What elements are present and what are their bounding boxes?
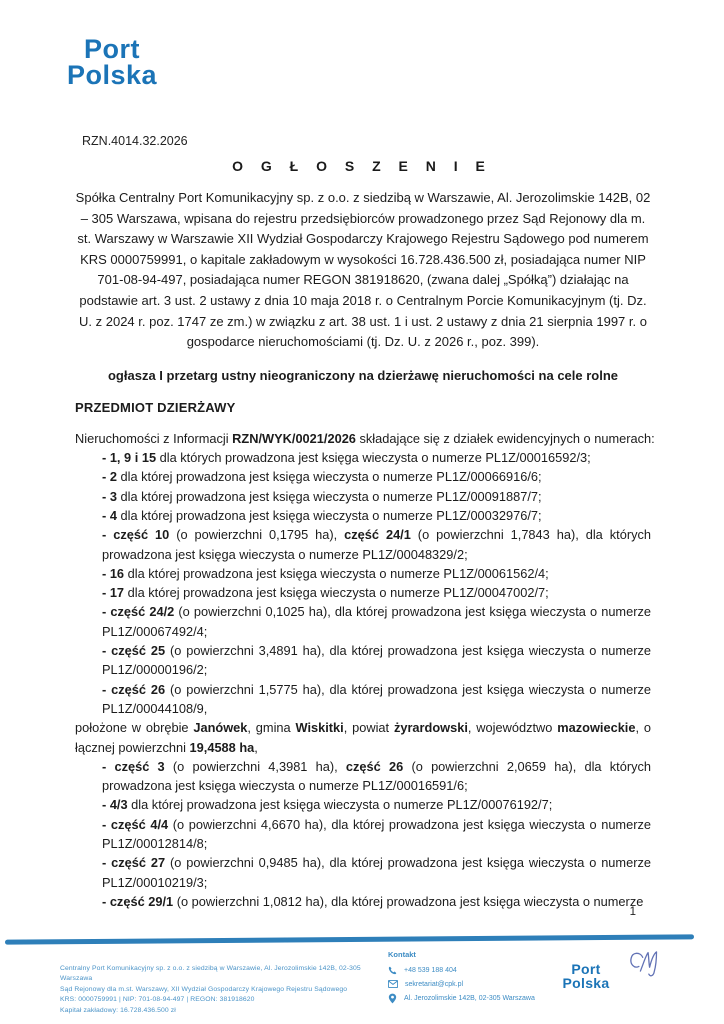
contact-phone-row xyxy=(388,966,563,975)
tender-announcement-line: ogłasza I przetarg ustny nieograniczony na dzierżawę nieruchomości na cele rolne xyxy=(107,367,619,383)
parcel-list-item: - 17 dla której prowadzona jest księga wieczysta o numerze PL1Z/00047002/7; xyxy=(102,585,549,601)
parcel-list-item: - 4 dla której prowadzona jest księga wieczysta o numerze PL1Z/00032976/7; xyxy=(102,507,542,523)
contact-email-row xyxy=(388,980,563,988)
body-paragraph: położone w obrębie Janówek, gmina Wiskitki, powiat żyrardowski, województwo mazowieckie, o łącznej powierzchni 19,4588 ha, xyxy=(75,720,651,755)
parcel-list-item: - 16 dla której prowadzona jest księga wieczysta o numerze PL1Z/00061562/4; xyxy=(102,565,549,581)
contact-address: Al. Jerozolimskie 142B, 02-305 Warszawa xyxy=(404,995,535,1002)
footer-company-info xyxy=(60,964,390,1016)
port-polska-logo xyxy=(60,36,164,88)
parcel-list-item: - część 29/1 (o powierzchni 1,0812 ha), dla której prowadzona jest księga wieczysta o numerze xyxy=(102,893,644,909)
section-heading-przedmiot-dzierzawy: PRZEDMIOT DZIERŻAWY xyxy=(75,399,236,415)
body-paragraph: Nieruchomości z Informacji RZN/WYK/0021/2026 składające się z działek ewidencyjnych o numerach: xyxy=(75,430,655,446)
phone-icon xyxy=(388,966,397,975)
contact-address-row xyxy=(388,993,563,1004)
document-title: O G Ł O S Z E N I E xyxy=(232,158,492,174)
parcel-list-item: - 3 dla której prowadzona jest księga wieczysta o numerze PL1Z/00091887/7; xyxy=(102,488,542,504)
footer-divider xyxy=(5,934,694,944)
footer-company-line: KRS: 0000759991 | NIP: 701-08-94-497 | REGON: 381918620 xyxy=(60,996,255,1004)
page-number: 1 xyxy=(629,906,636,918)
footer-company-line: Sąd Rejonowy dla m.st. Warszawy, XII Wydział Gospodarczy Krajowego Rejestru Sądowego xyxy=(60,985,348,993)
parcel-list-item: - część 26 (o powierzchni 1,5775 ha), dla której prowadzona jest księga wieczysta o numerze PL1Z/00044108/9, xyxy=(102,681,651,716)
parcel-list-item: - 1, 9 i 15 dla których prowadzona jest księga wieczysta o numerze PL1Z/00016592/3; xyxy=(102,450,591,466)
parcel-list-item: - część 25 (o powierzchni 3,4891 ha), dla której prowadzona jest księga wieczysta o numerze PL1Z/00000196/2; xyxy=(102,643,651,678)
footer-company-line: Centralny Port Komunikacyjny sp. z o.o. z siedzibą w Warszawie, Al. Jerozolimskie 142B, 02-305 Warszawa xyxy=(60,965,361,983)
contact-heading: Kontakt xyxy=(388,950,416,959)
signature xyxy=(622,945,668,996)
email-icon xyxy=(388,980,398,988)
intro-paragraph: Spółka Centralny Port Komunikacyjny sp. z o.o. z siedzibą w Warszawie, Al. Jerozolimskie 142B, 02 – 305 Warszawa, wpisana do rejestru przedsiębiorców prowadzonego przez Sąd Rejonowy dla m. st. Warszawy w Warszawie XII Wydział Gospodarczy Krajowego Rejestru Sądowego pod numerem KRS 0000759991, o kapitale zakładowym w wysokości 16.728.436.500 zł, posiadająca numer NIP 701-08-94-497, posiadająca numer REGON 381918620, (zwana dalej „Spółką”) działając na podstawie art. 3 ust. 2 ustawy z dnia 10 maja 2018 r. o Centralnym Porcie Komunikacyjnym (tj. Dz. U. z 2024 r. poz. 1747 ze zm.) w związku z art. 38 ust. 1 i ust. 2 ustawy z dnia 21 sierpnia 1997 r. o gospodarce nieruchomościami (tj. Dz. U. z 2026 r., poz. 399). xyxy=(75,190,651,350)
logo-line-2: Polska xyxy=(66,60,158,90)
parcel-list-item: - część 24/2 (o powierzchni 0,1025 ha), dla której prowadzona jest księga wieczysta o numerze PL1Z/00067492/4; xyxy=(102,604,651,639)
location-icon xyxy=(388,993,397,1004)
signature-icon xyxy=(622,945,668,991)
footer-contact xyxy=(388,950,563,1009)
contact-email: sekretariat@cpk.pl xyxy=(405,980,464,988)
parcel-list-item: - część 27 (o powierzchni 0,9485 ha), dla której prowadzona jest księga wieczysta o numerze PL1Z/00010219/3; xyxy=(102,855,651,890)
document-body xyxy=(75,188,655,911)
footer-company-line: Kapitał zakładowy: 16.728.436.500 zł xyxy=(60,1006,176,1014)
footer-logo-line-2: Polska xyxy=(562,974,610,991)
parcel-list-item: - część 3 (o powierzchni 4,3981 ha), część 26 (o powierzchni 2,0659 ha), dla których prowadzona jest księga wieczysta o numerze PL1Z/00016591/6; xyxy=(102,758,652,794)
reference-number: RZN.4014.32.2026 xyxy=(82,134,188,148)
footer-port-polska-logo xyxy=(558,963,614,990)
logo-line-1: Port xyxy=(84,34,140,64)
parcel-list xyxy=(75,429,655,911)
parcel-list-item: - część 10 (o powierzchni 0,1795 ha), część 24/1 (o powierzchni 1,7843 ha), dla których prowadzona jest księga wieczysta o numerze PL1Z/00048329/2; xyxy=(102,527,651,562)
parcel-list-item: - część 4/4 (o powierzchni 4,6670 ha), dla której prowadzona jest księga wieczysta o numerze PL1Z/00012814/8; xyxy=(102,816,651,851)
contact-phone: +48 539 188 404 xyxy=(404,967,457,974)
footer-logo-line-1: Port xyxy=(571,961,601,977)
parcel-list-item: - 2 dla której prowadzona jest księga wieczysta o numerze PL1Z/00066916/6; xyxy=(102,469,542,485)
parcel-list-item: - 4/3 dla której prowadzona jest księga wieczysta o numerze PL1Z/00076192/7; xyxy=(102,797,553,813)
